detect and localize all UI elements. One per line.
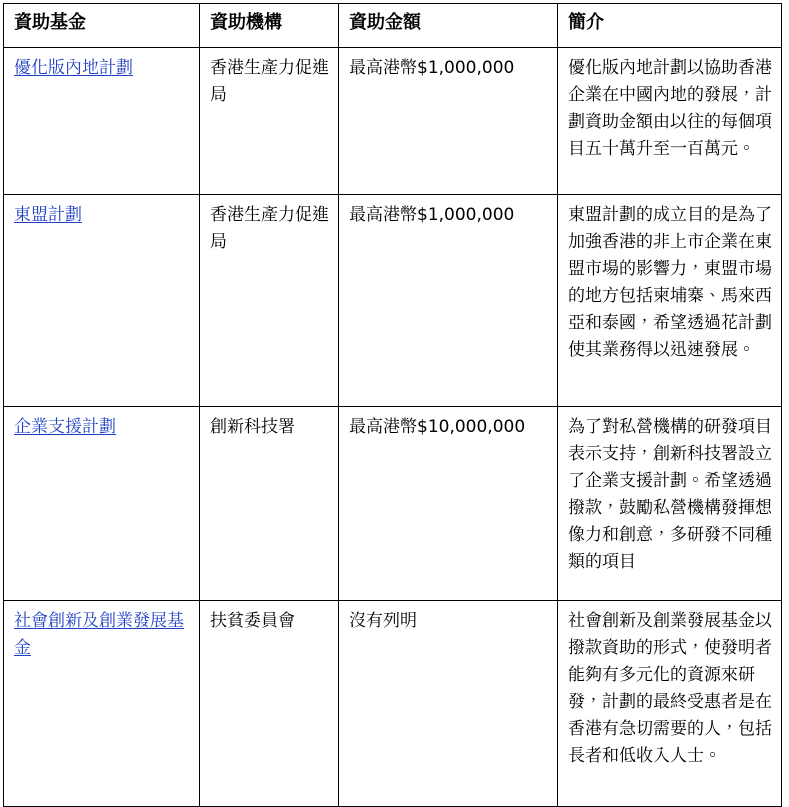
cell-fund	[4, 407, 200, 601]
cell-amount	[339, 48, 558, 195]
table-row	[4, 48, 782, 195]
amount-text: 最高港幣$10,000,000	[349, 417, 526, 437]
organisation-text: 創新科技署	[210, 417, 295, 437]
organisation-text: 香港生產力促進局	[210, 205, 329, 252]
table-body	[4, 48, 782, 807]
cell-description	[558, 407, 782, 601]
fund-link[interactable]: 優化版內地計劃	[14, 58, 133, 78]
cell-amount	[339, 407, 558, 601]
table-header-row	[4, 4, 782, 48]
cell-fund	[4, 195, 200, 407]
description-text: 優化版內地計劃以協助香港企業在中國內地的發展，計劃資助金額由以往的每個項目五十萬升至一百萬元。	[568, 58, 772, 159]
fund-link[interactable]: 社會創新及創業發展基金	[14, 611, 184, 658]
description-text: 東盟計劃的成立目的是為了加強香港的非上市企業在東盟市場的影響力，東盟市場的地方包括柬埔寨、馬來西亞和泰國，希望透過花計劃使其業務得以迅速發展。	[568, 205, 772, 360]
description-text: 社會創新及創業發展基金以撥款資助的形式，使發明者能夠有多元化的資源來研發，計劃的最終受惠者是在香港有急切需要的人，包括長者和低收入人士。	[568, 611, 772, 766]
table-row	[4, 601, 782, 807]
cell-description	[558, 195, 782, 407]
cell-organisation	[200, 407, 339, 601]
cell-description	[558, 601, 782, 807]
column-header-description: 簡介	[558, 4, 782, 48]
organisation-text: 扶貧委員會	[210, 611, 295, 631]
cell-amount	[339, 601, 558, 807]
amount-text: 最高港幣$1,000,000	[349, 205, 515, 225]
cell-organisation	[200, 48, 339, 195]
column-header-organisation: 資助機構	[200, 4, 339, 48]
cell-description	[558, 48, 782, 195]
table-row	[4, 195, 782, 407]
amount-text: 最高港幣$1,000,000	[349, 58, 515, 78]
description-text: 為了對私營機構的研發項目表示支持，創新科技署設立了企業支援計劃。希望透過撥款，鼓勵私營機構發揮想像力和創意，多研發不同種類的項目	[568, 417, 772, 572]
table-header	[4, 4, 782, 48]
cell-fund	[4, 48, 200, 195]
organisation-text: 香港生產力促進局	[210, 58, 329, 105]
cell-organisation	[200, 195, 339, 407]
cell-organisation	[200, 601, 339, 807]
fund-link[interactable]: 企業支援計劃	[14, 417, 116, 437]
table-row	[4, 407, 782, 601]
amount-text: 沒有列明	[349, 611, 417, 631]
column-header-fund: 資助基金	[4, 4, 200, 48]
cell-amount	[339, 195, 558, 407]
column-header-amount: 資助金額	[339, 4, 558, 48]
funding-programmes-table	[3, 3, 782, 807]
fund-link[interactable]: 東盟計劃	[14, 205, 82, 225]
cell-fund	[4, 601, 200, 807]
